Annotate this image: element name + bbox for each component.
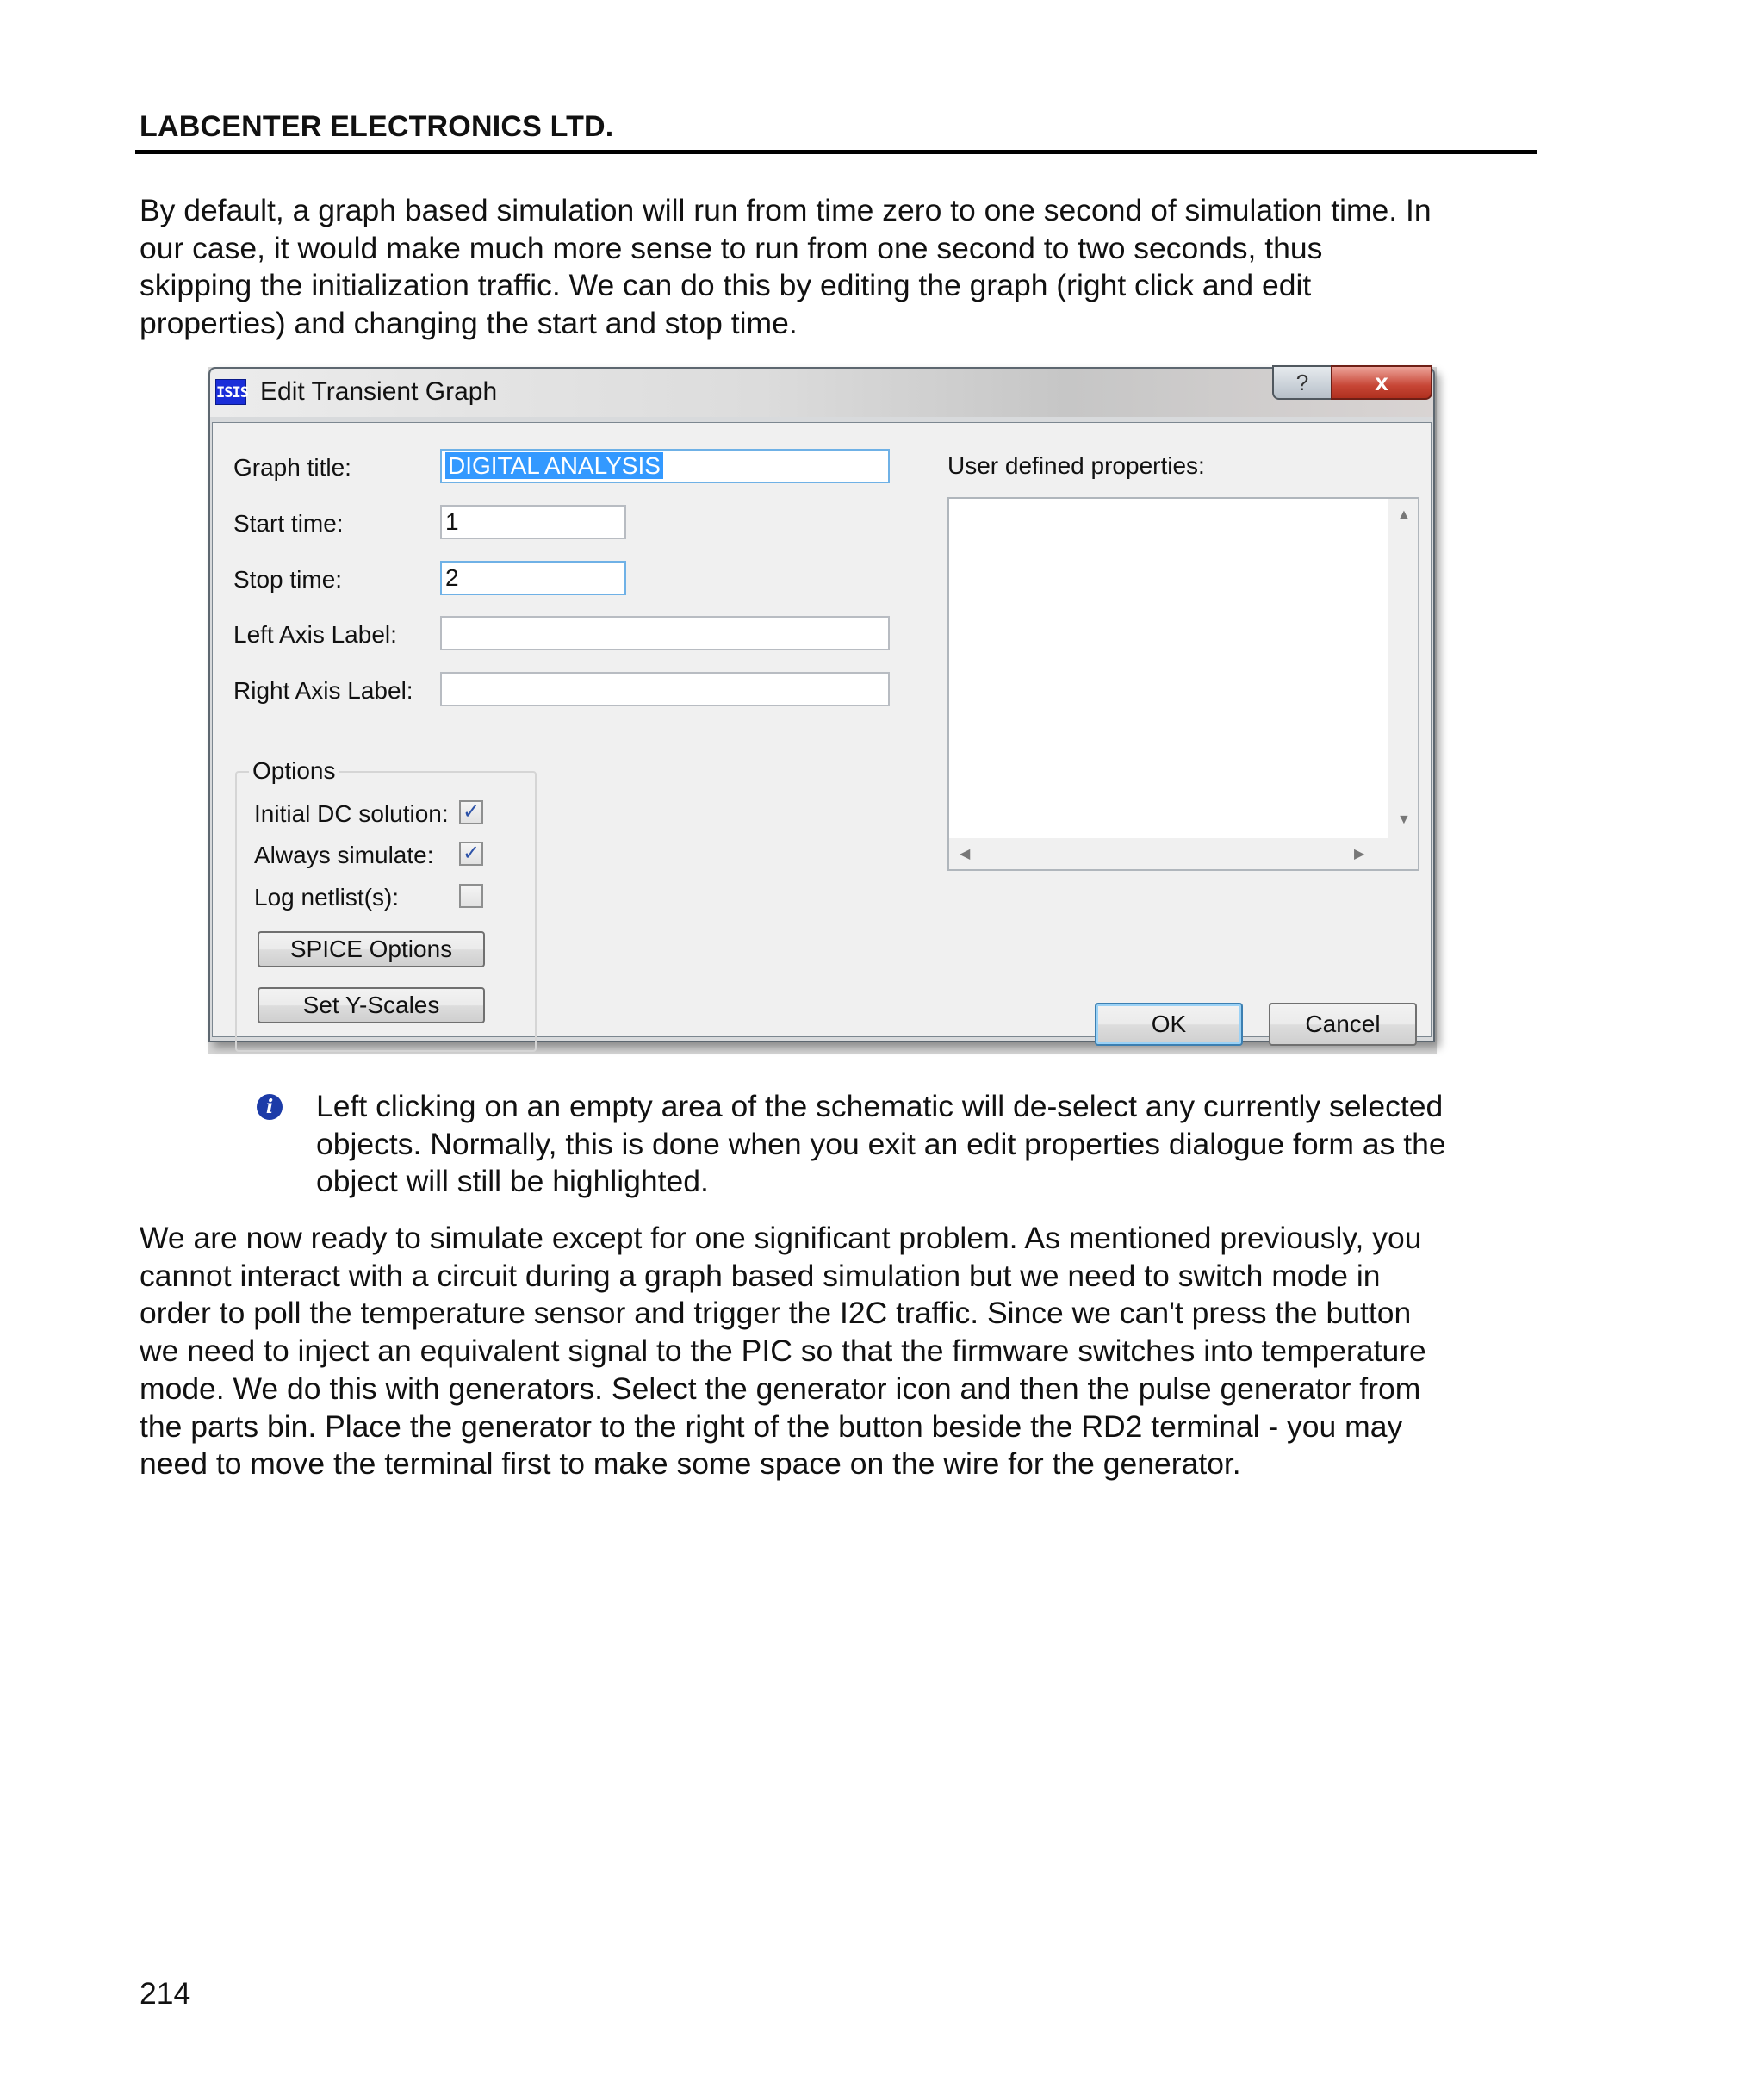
vertical-scrollbar[interactable] — [1388, 499, 1418, 840]
page-header: LABCENTER ELECTRONICS LTD. — [140, 110, 614, 143]
page-number: 214 — [140, 1976, 191, 2011]
dialog-client-area — [212, 422, 1432, 1037]
scroll-left-icon[interactable]: ◀ — [960, 847, 971, 861]
text-line: We are now ready to simulate except for one significant problem. As mentioned previously, you — [140, 1221, 1422, 1255]
stop-time-input[interactable]: 2 — [440, 561, 626, 595]
options-group-label: Options — [249, 757, 339, 785]
always-simulate-checkbox[interactable] — [459, 842, 483, 866]
text-line: properties) and changing the start and stop time. — [140, 306, 798, 341]
text-line: mode. We do this with generators. Select the generator icon and then the pulse generator from — [140, 1371, 1421, 1406]
note-paragraph — [316, 1088, 1446, 1201]
text-line: our case, it would make much more sense to run from one second to two seconds, thus — [140, 230, 1323, 265]
spice-options-button[interactable]: SPICE Options — [258, 931, 485, 967]
start-time-input[interactable]: 1 — [440, 505, 626, 539]
start-time-label: Start time: — [233, 510, 344, 537]
help-button[interactable]: ? — [1272, 365, 1332, 400]
right-axis-label: Right Axis Label: — [233, 677, 413, 704]
left-axis-input[interactable] — [440, 616, 890, 650]
user-props-textarea[interactable] — [947, 497, 1419, 871]
check-icon: ✓ — [462, 800, 481, 824]
graph-title-value: DIGITAL ANALYSIS — [445, 452, 663, 479]
text-line: By default, a graph based simulation will run from time zero to one second of simulation time. In — [140, 193, 1432, 227]
text-line: Left clicking on an empty area of the schematic will de-select any currently selected — [316, 1089, 1444, 1123]
scroll-right-icon[interactable]: ▶ — [1354, 847, 1365, 861]
initial-dc-label: Initial DC solution: — [254, 800, 449, 827]
horizontal-scrollbar[interactable] — [949, 838, 1388, 869]
text-line: order to poll the temperature sensor and trigger the I2C traffic. Since we can't press the button — [140, 1296, 1412, 1331]
text-line: cannot interact with a circuit during a graph based simulation but we need to switch mode in — [140, 1258, 1381, 1293]
body-paragraph — [140, 1220, 1535, 1483]
dialog-titlebar[interactable] — [210, 369, 1433, 417]
ok-button[interactable]: OK — [1095, 1003, 1243, 1046]
text-line: objects. Normally, this is done when you exit an edit properties dialogue form as the — [316, 1126, 1446, 1161]
text-line: object will still be highlighted. — [316, 1164, 709, 1199]
scroll-up-icon[interactable]: ▲ — [1397, 507, 1411, 522]
dialog-title: Edit Transient Graph — [260, 377, 498, 406]
initial-dc-checkbox[interactable] — [459, 800, 483, 824]
always-simulate-label: Always simulate: — [254, 842, 434, 868]
stop-time-label: Stop time: — [233, 566, 343, 593]
text-line: skipping the initialization traffic. We can do this by editing the graph (right click and edit — [140, 268, 1312, 303]
intro-paragraph — [140, 192, 1535, 343]
edit-transient-graph-dialog — [208, 367, 1435, 1042]
graph-title-input[interactable] — [440, 449, 890, 483]
isis-app-icon: ISIS — [215, 379, 246, 405]
text-line: we need to inject an equivalent signal to the PIC so that the firmware switches into temperature — [140, 1334, 1426, 1369]
log-netlist-label: Log netlist(s): — [254, 884, 400, 911]
left-axis-label: Left Axis Label: — [233, 621, 397, 648]
right-axis-input[interactable] — [440, 672, 890, 706]
info-icon: i — [257, 1094, 283, 1120]
dialog-screenshot — [208, 367, 1437, 1054]
scroll-down-icon[interactable]: ▼ — [1397, 812, 1411, 827]
cancel-button[interactable]: Cancel — [1269, 1003, 1417, 1046]
check-icon: ✓ — [462, 842, 481, 865]
header-rule — [135, 150, 1537, 154]
graph-title-label: Graph title: — [233, 454, 351, 481]
text-line: need to move the terminal first to make some space on the wire for the generator. — [140, 1446, 1241, 1482]
log-netlist-checkbox[interactable] — [459, 884, 483, 908]
user-props-label: User defined properties: — [947, 452, 1205, 479]
scrollbar-corner — [1388, 838, 1418, 869]
close-button[interactable]: x — [1331, 365, 1432, 400]
text-line: the parts bin. Place the generator to the right of the button beside the RD2 terminal - you may — [140, 1408, 1403, 1444]
set-y-scales-button[interactable]: Set Y-Scales — [258, 987, 485, 1023]
